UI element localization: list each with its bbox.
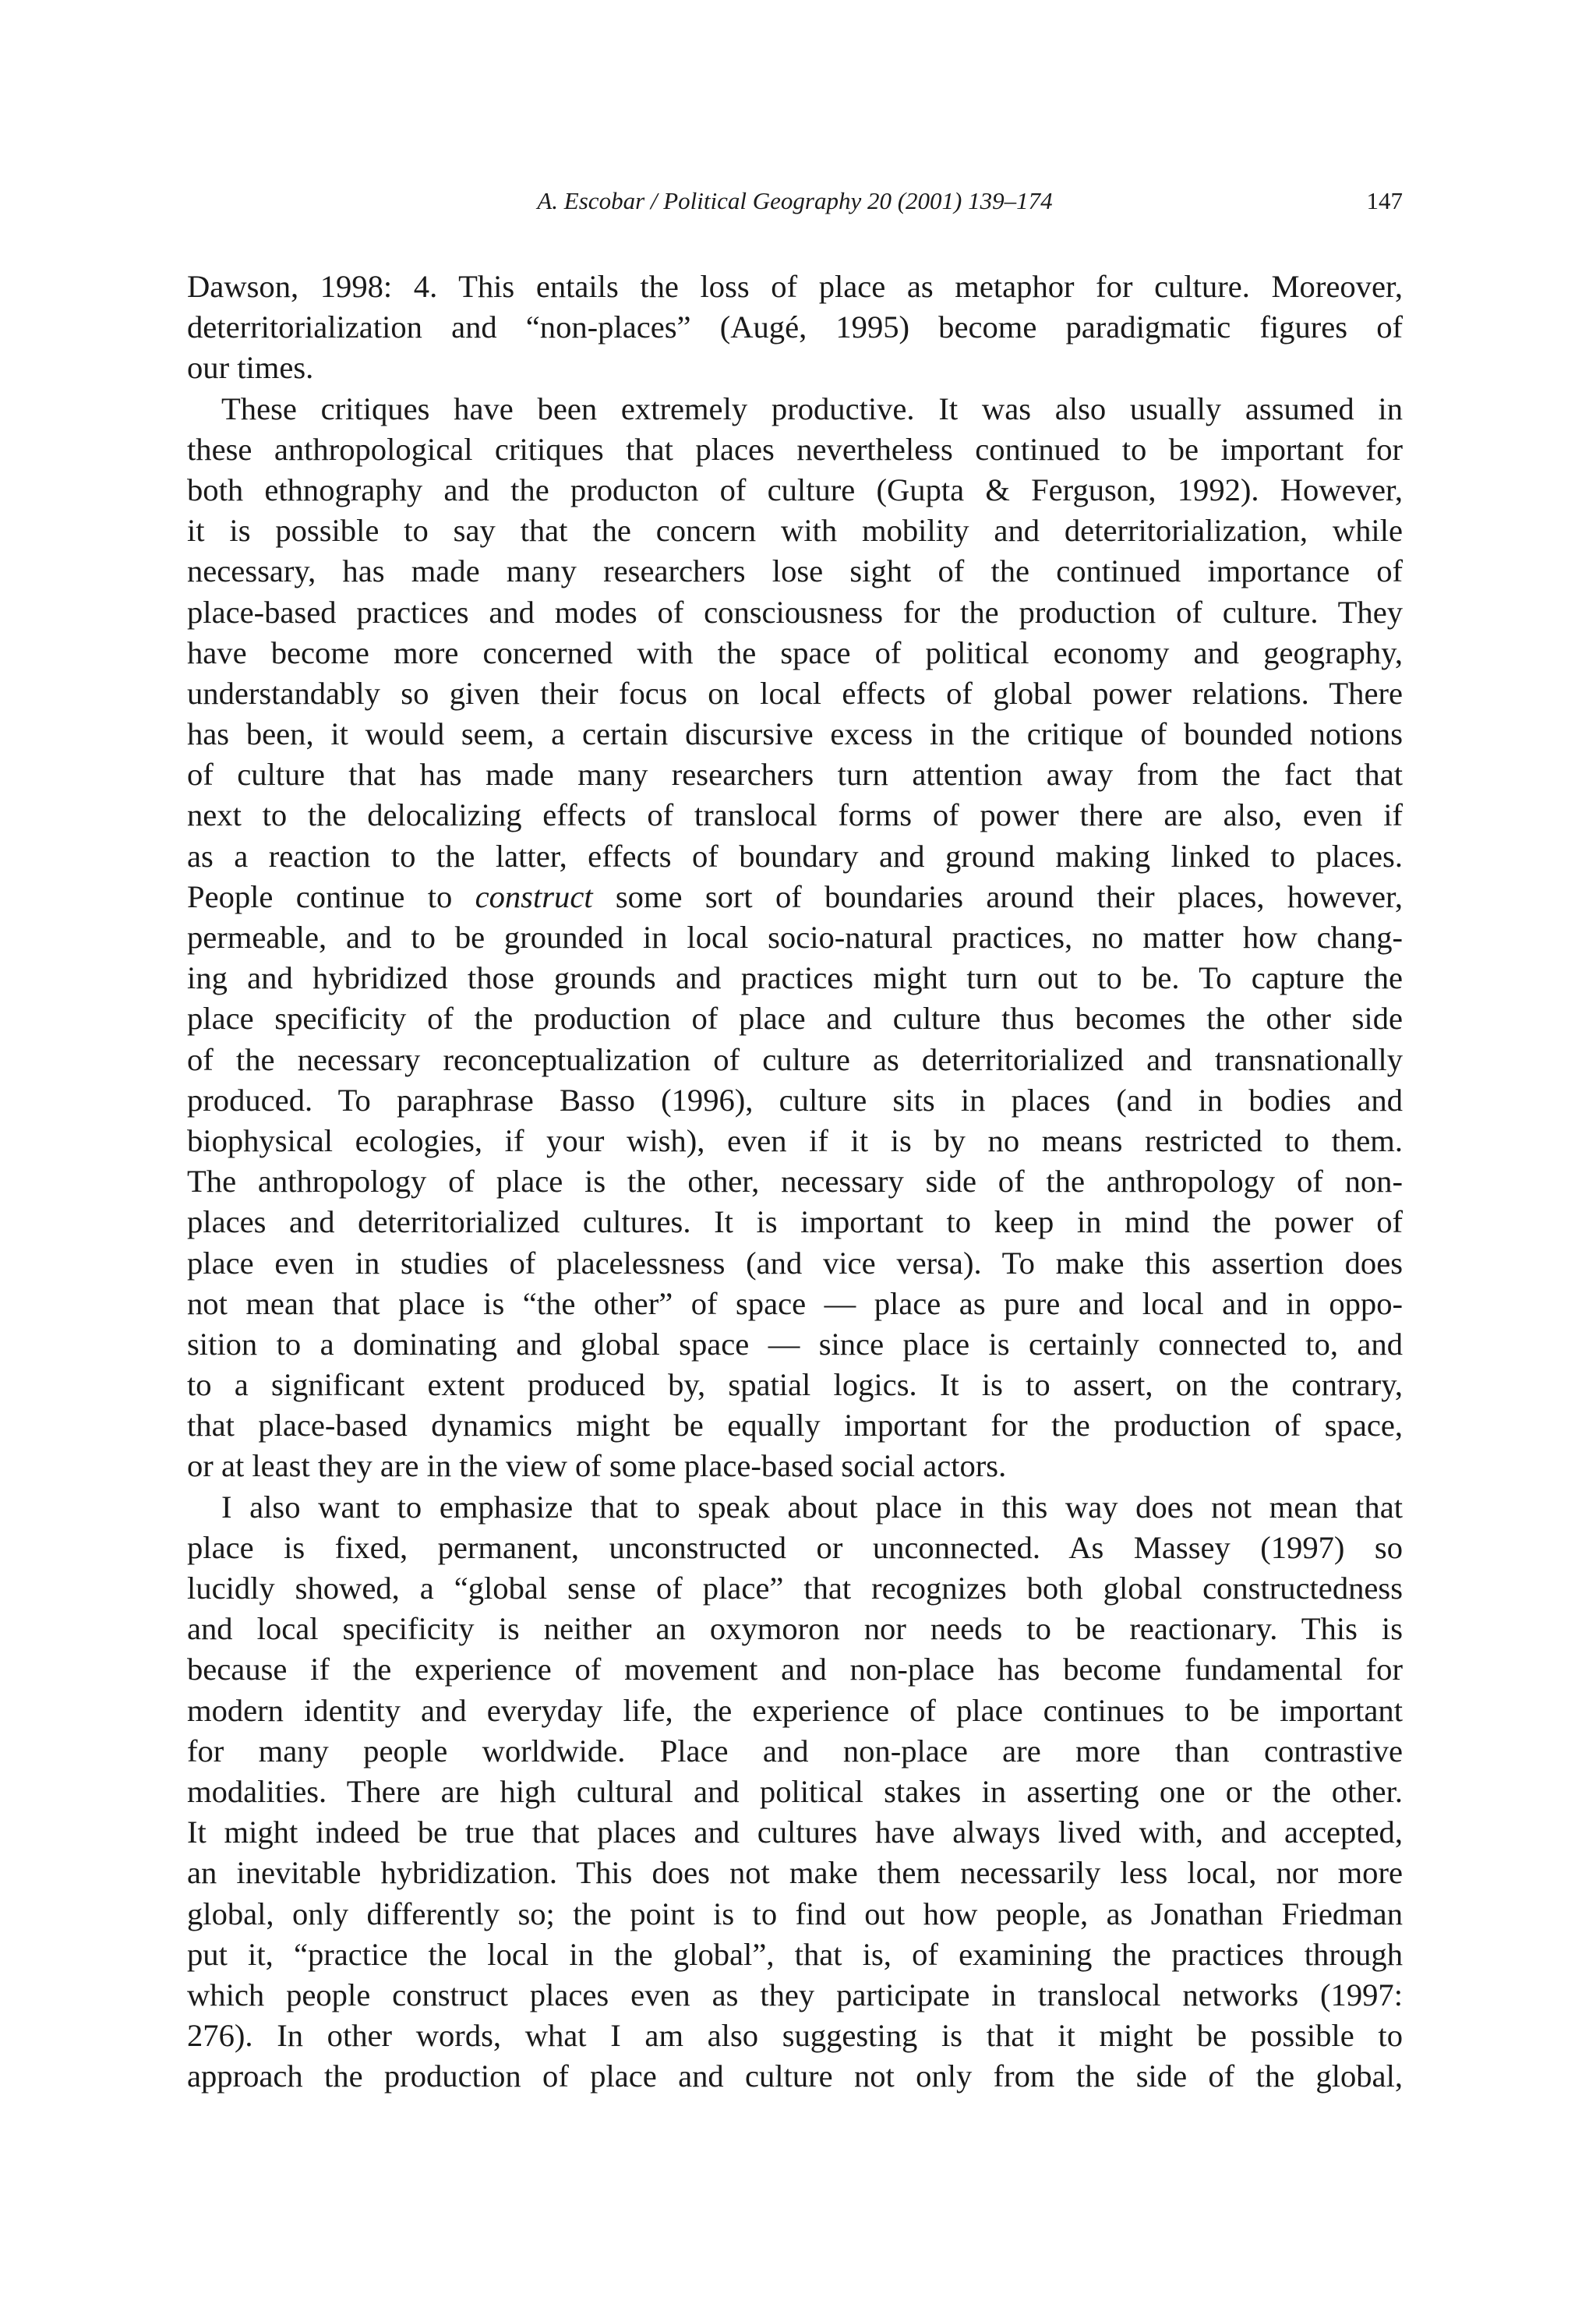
text-line: an inevitable hybridization. This does not make them necessarily less local, nor more: [187, 1855, 1403, 1891]
text-line: places and deterritorialized cultures. It is important to keep in mind the power of: [187, 1204, 1403, 1240]
text-line: It might indeed be true that places and cultures have always lived with, and accepted,: [187, 1814, 1403, 1850]
paragraph-2: [187, 389, 1403, 1487]
text-line: approach the production of place and culture not only from the side of the global,: [187, 2058, 1403, 2094]
text-line: global, only differently so; the point is to find out how people, as Jonathan Friedman: [187, 1896, 1403, 1931]
text-line: because if the experience of movement and non-place has become fundamental for: [187, 1652, 1403, 1687]
running-header: [187, 187, 1403, 224]
text-line: next to the delocalizing effects of translocal forms of power there are also, even if: [187, 797, 1403, 833]
text-line: that place-based dynamics might be equally important for the production of space,: [187, 1408, 1403, 1443]
text-line: not mean that place is “the other” of space — place as pure and local and in oppo-: [187, 1285, 1403, 1321]
text-line: these anthropological critiques that places nevertheless continued to be important for: [187, 431, 1403, 467]
text-line: which people construct places even as they participate in translocal networks (1997:: [187, 1977, 1403, 2012]
text-line: place even in studies of placelessness (and vice versa). To make this assertion does: [187, 1245, 1403, 1281]
emphasis-word: construct: [475, 878, 593, 914]
text-line: for many people worldwide. Place and non-place are more than contrastive: [187, 1733, 1403, 1769]
text-line: 276). In other words, what I am also suggesting is that it might be possible to: [187, 2018, 1403, 2054]
text-line: necessary, has made many researchers lose sight of the continued importance of: [187, 553, 1403, 589]
text-line: our times.: [187, 350, 314, 386]
text-line: or at least they are in the view of some place-based social actors.: [187, 1448, 1007, 1484]
line-suffix: some sort of boundaries around their places, however,: [592, 878, 1403, 914]
paragraph-3: [187, 1487, 1403, 2097]
text-line: to a significant extent produced by, spatial logics. It is to assert, on the contrary,: [187, 1367, 1403, 1403]
text-line: Dawson, 1998: 4. This entails the loss of place as metaphor for culture. Moreover,: [187, 269, 1403, 304]
text-line: I also want to emphasize that to speak about place in this way does not mean that: [221, 1489, 1403, 1525]
text-line: biophysical ecologies, if your wish), even if it is by no means restricted to them.: [187, 1122, 1403, 1158]
text-line: place specificity of the production of place and culture thus becomes the other side: [187, 1001, 1403, 1037]
paragraph-1: [187, 267, 1403, 389]
text-line: of culture that has made many researchers turn attention away from the fact that: [187, 757, 1403, 793]
journal-citation: A. Escobar / Political Geography 20 (2001) 139–174: [537, 187, 1053, 214]
text-line: as a reaction to the latter, effects of boundary and ground making linked to places.: [187, 838, 1403, 874]
page-number: 147: [1366, 187, 1403, 214]
text-line: These critiques have been extremely productive. It was also usually assumed in: [221, 390, 1403, 426]
text-line: modern identity and everyday life, the experience of place continues to be important: [187, 1692, 1403, 1728]
text-line: understandably so given their focus on local effects of global power relations. There: [187, 675, 1403, 711]
text-line: place-based practices and modes of consciousness for the production of culture. They: [187, 594, 1403, 630]
line-prefix: People continue to: [187, 878, 475, 914]
text-line: sition to a dominating and global space — since place is certainly connected to, and: [187, 1326, 1403, 1362]
text-line: have become more concerned with the space of political economy and geography,: [187, 634, 1403, 670]
body-text: [187, 267, 1403, 2097]
text-line: it is possible to say that the concern with mobility and deterritorialization, while: [187, 513, 1403, 549]
text-line: deterritorialization and “non-places” (Augé, 1995) become paradigmatic figures of: [187, 309, 1403, 345]
text-line: place is fixed, permanent, unconstructed or unconnected. As Massey (1997) so: [187, 1529, 1403, 1565]
text-line: ing and hybridized those grounds and practices might turn out to be. To capture the: [187, 960, 1403, 996]
text-line-with-emphasis: [187, 877, 1403, 917]
text-line: permeable, and to be grounded in local socio-natural practices, no matter how chang-: [187, 920, 1403, 955]
text-line: of the necessary reconceptualization of culture as deterritorialized and transnationally: [187, 1041, 1403, 1077]
text-line: both ethnography and the producton of culture (Gupta & Ferguson, 1992). However,: [187, 472, 1403, 507]
text-line: and local specificity is neither an oxymoron nor needs to be reactionary. This is: [187, 1611, 1403, 1647]
text-line: modalities. There are high cultural and political stakes in asserting one or the other.: [187, 1773, 1403, 1809]
text-line: has been, it would seem, a certain discursive excess in the critique of bounded notions: [187, 716, 1403, 752]
text-line: lucidly showed, a “global sense of place” that recognizes both global constructedness: [187, 1571, 1403, 1606]
text-line: produced. To paraphrase Basso (1996), culture sits in places (and in bodies and: [187, 1082, 1403, 1118]
text-line: The anthropology of place is the other, necessary side of the anthropology of non-: [187, 1164, 1403, 1200]
text-line: put it, “practice the local in the global”, that is, of examining the practices through: [187, 1936, 1403, 1972]
